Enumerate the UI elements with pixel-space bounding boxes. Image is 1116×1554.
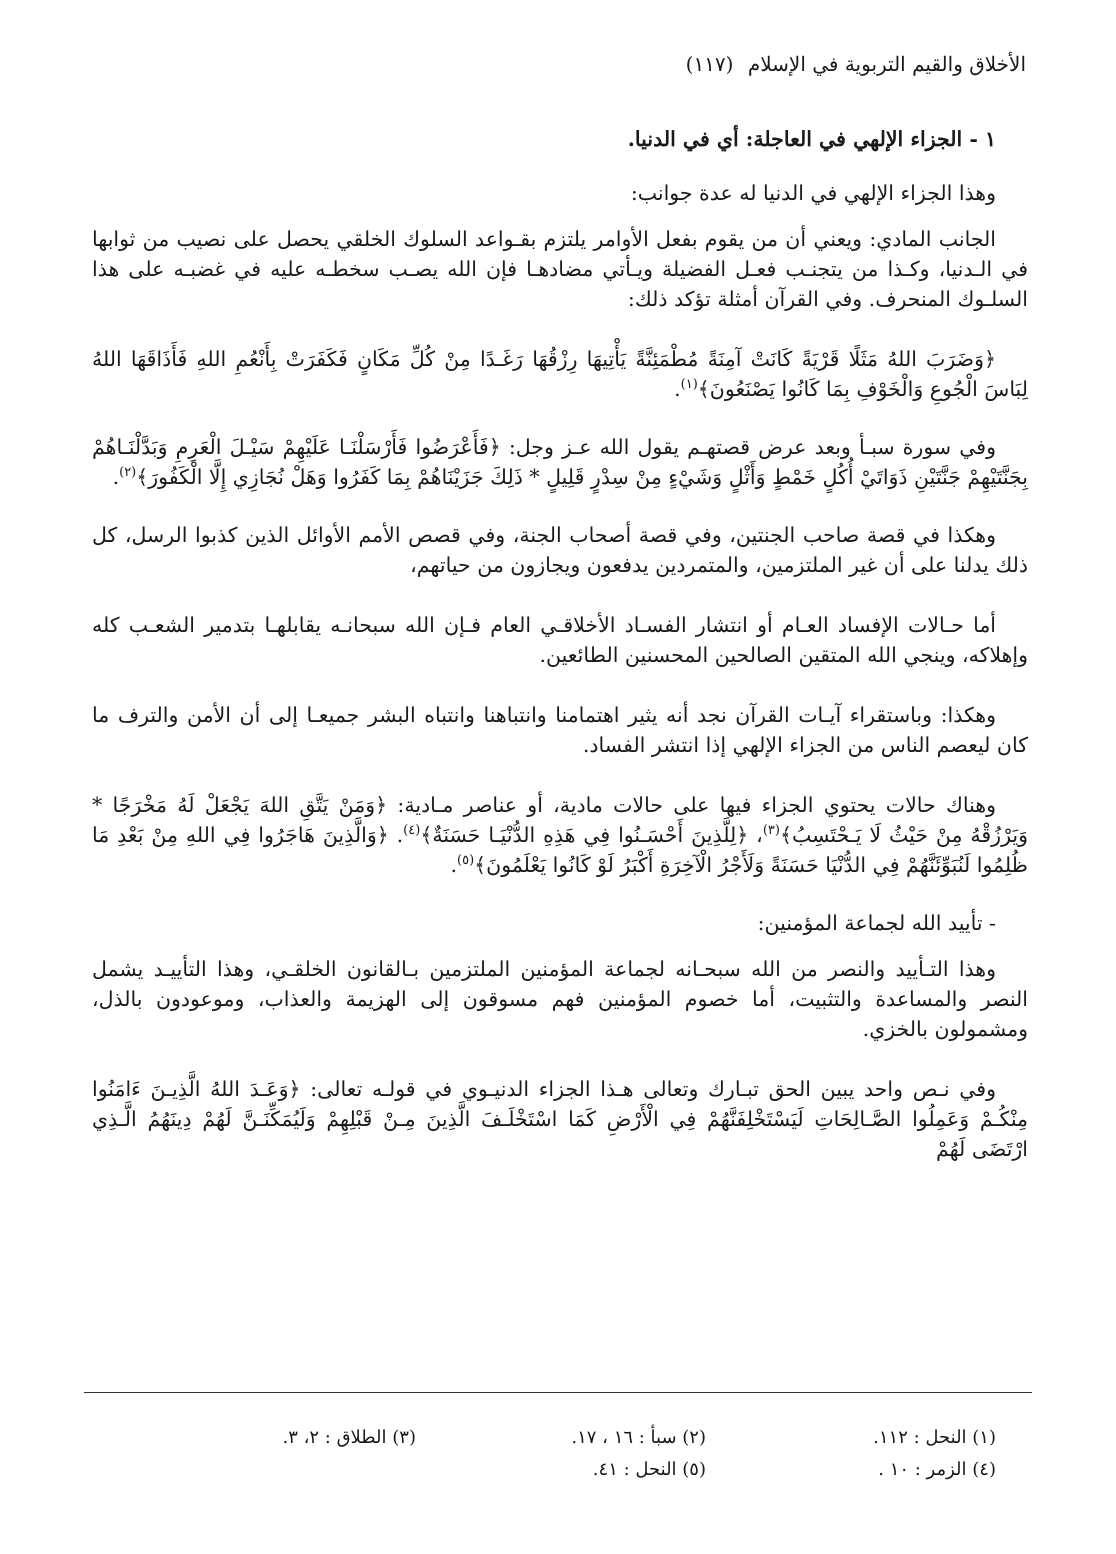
support-paragraph: وهذا التـأييد والنصر من الله سبحـانه لجماعة المؤمنين الملتزمين بـالقانون الخلقـي، وهذا التأييـد يشمل النصر والمساعدة والتثبيت، أما خصوم المؤمنين فهم مسوقون إلى الهزيمة والعذاب، وموعودون بالذل، ومشمولون بالخزي.	[92, 957, 1028, 1041]
quran-verse: ﴿وَعَـدَ اللهُ الَّذِيـنَ ءَامَنُوا مِنْكُـمْ وَعَمِلُوا الصَّـالِحَاتِ لَيَسْتَخْلِفَنَّهُمْ فِي الْأَرْضِ كَمَا اسْتَخْلَـفَ الَّذِينَ مِـنْ قَبْلِهِمْ وَلَيُمَكِّنَـنَّ لَهُمْ دِينَهُمُ الَّـذِي ارْتَضَى لَهُمْ	[92, 1077, 1028, 1161]
stories-paragraph: وهكذا في قصة صاحب الجنتين، وفي قصة أصحاب الجنة، وفي قصص الأمم الأوائل الذين كذبوا الرسل، كل ذلك يدلنا على أن غير الملتزمين، والمتمردين يدفعون ويجازون من حياتهم،	[92, 523, 1028, 577]
page-number: (١١٧)	[685, 52, 734, 76]
footnote-ref: (٢)	[119, 465, 137, 481]
footnote-1: (١) النحل : ١١٢.	[873, 1427, 996, 1448]
material-lead-text: وهناك حالات يحتوي الجزاء فيها على حالات مادية، أو عناصر مـادية:	[387, 793, 996, 817]
footnote-ref: (٤)	[403, 823, 421, 839]
material-aspect-paragraph: الجانب المادي: ويعني أن من يقوم بفعل الأوامر يلتزم بقـواعد السلوك الخلقي يحصل على نصيب من ثوابها في الـدنيا، وكـذا من يتجنـب فعـل الفضيلة ويـأتي مضادهـا فإن الله يصـب سخطـه عليه في غضبـه على هذا السلـوك المنحرف. وفي القرآن أمثلة تؤكد ذلك:	[92, 227, 1028, 311]
quran-verse: ﴿فَأَعْرَضُوا فَأَرْسَلْنَـا عَلَيْهِمْ سَيْـلَ الْعَرِمِ وَبَدَّلْنَـاهُمْ بِجَنَّتَيْهِمْ جَنَّتَيْنِ ذَوَاتَيْ أُكُلٍ خَمْطٍ وَأَثْلٍ وَشَيْءٍ مِنْ سِدْرٍ قَلِيلٍ * ذَلِكَ جَزَيْنَاهُمْ بِمَا كَفَرُوا وَهَلْ نُجَازِي إِلَّا الْكَفُورَ﴾	[92, 435, 1028, 489]
final-paragraph	[92, 1074, 1028, 1164]
saba-paragraph: وفي سورة سبـأ وبعد عرض قصتهـم يقول الله عـز وجل: ﴿فَأَعْرَضُوا فَأَرْسَلْنَـا عَلَيْهِمْ سَيْـلَ الْعَرِمِ وَبَدَّلْنَـاهُمْ بِجَنَّتَيْهِمْ جَنَّتَيْنِ ذَوَاتَيْ أُكُلٍ خَمْطٍ وَأَثْلٍ وَشَيْءٍ مِنْ سِدْرٍ قَلِيلٍ * ذَلِكَ جَزَيْنَاهُمْ بِمَا كَفَرُوا وَهَلْ نُجَازِي إِلَّا الْكَفُورَ﴾$^{(٢)}$.	[92, 435, 1028, 489]
quran-verse: ﴿وَضَرَبَ اللهُ مَثَلًا قَرْيَةً كَانَتْ آمِنَةً مُطْمَئِنَّةً يَأْتِيهَا رِزْقُهَا رَغَـدًا مِنْ كُلِّ مَكَانٍ فَكَفَرَتْ بِأَنْعُمِ اللهِ فَأَذَاقَهَا اللهُ لِبَاسَ الْجُوعِ وَالْخَوْفِ بِمَا كَانُوا يَصْنَعُونَ﴾	[92, 347, 1028, 401]
material-elements-paragraph: وهناك حالات يحتوي الجزاء فيها على حالات مادية، أو عناصر مـادية: ﴿وَمَنْ يَتَّقِ اللهَ يَجْعَلْ لَهُ مَخْرَجًا * وَيَرْزُقْهُ مِنْ حَيْثُ لَا يَـحْتَسِبُ﴾$^{(٣)}$، ﴿لِلَّذِينَ أَحْسَـنُوا فِي هَذِهِ الدُّنْيَـا حَسَنَةٌ﴾$^{(٤)}$. ﴿وَالَّذِينَ هَاجَرُوا فِي اللهِ مِنْ بَعْدِ مَا ظُلِمُوا لَنُبَوِّئَنَّهُمْ فِي الدُّنْيَا حَسَنَةً وَلَأَجْرُ الْآخِرَةِ أَكْبَرُ لَوْ كَانُوا يَعْلَمُونَ﴾$^{(٥)}$.	[92, 793, 1028, 877]
running-header	[686, 50, 1026, 78]
corruption-paragraph: أما حـالات الإفساد العـام أو انتشار الفسـاد الأخلاقـي العام فـإن الله سبحانـه يقابلهـا بتدمير الشعـب كله وإهلاكه، وينجي الله المتقين الصالحين المحسنين الطائعين.	[92, 613, 1028, 667]
quran-verse: ﴿وَالَّذِينَ هَاجَرُوا فِي اللهِ مِنْ بَعْدِ مَا ظُلِمُوا لَنُبَوِّئَنَّهُمْ فِي الدُّنْيَا حَسَنَةً وَلَأَجْرُ الْآخِرَةِ أَكْبَرُ لَوْ كَانُوا يَعْلَمُونَ﴾	[92, 823, 1028, 877]
verse-nahl-paragraph: ﴿وَضَرَبَ اللهُ مَثَلًا قَرْيَةً كَانَتْ آمِنَةً مُطْمَئِنَّةً يَأْتِيهَا رِزْقُهَا رَغَـدًا مِنْ كُلِّ مَكَانٍ فَكَفَرَتْ بِأَنْعُمِ اللهِ فَأَذَاقَهَا اللهُ لِبَاسَ الْجُوعِ وَالْخَوْفِ بِمَا كَانُوا يَصْنَعُونَ﴾$^{(١)}$.	[92, 347, 1028, 401]
support-subheading: - تأييد الله لجماعة المؤمنين:	[757, 911, 996, 935]
page-body	[92, 124, 1028, 1192]
footnote-2: (٢) سبأ : ١٦ ، ١٧.	[571, 1427, 706, 1448]
final-lead-text: وفي نـص واحد يبين الحق تبـارك وتعالى هـذا الجزاء الدنيـوي في قولـه تعالى:	[300, 1077, 997, 1101]
section-heading: ١ - الجزاء الإلهي في العاجلة: أي في الدنيا.	[627, 127, 996, 151]
quran-verse: ﴿لِلَّذِينَ أَحْسَـنُوا فِي هَذِهِ الدُّنْيَـا حَسَنَةٌ﴾	[420, 823, 749, 847]
footnote-ref: (٣)	[762, 823, 780, 839]
footnote-ref: (١)	[680, 377, 698, 393]
footnote-4: (٤) الزمر : ١٠ .	[878, 1459, 996, 1480]
saba-lead-text: وفي سورة سبـأ وبعد عرض قصتهـم يقول الله عـز وجل:	[500, 435, 996, 459]
footnotes	[116, 1422, 996, 1486]
footnote-divider	[84, 1392, 1032, 1393]
footnote-5: (٥) النحل : ٤١.	[592, 1459, 706, 1480]
footnote-3: (٣) الطلاق : ٢، ٣.	[282, 1427, 416, 1448]
intro-paragraph: وهذا الجزاء الإلهي في الدنيا له عدة جوانب:	[630, 181, 996, 205]
footnote-row	[116, 1454, 996, 1486]
security-paragraph: وهكذا: وباستقراء آيـات القرآن نجد أنه يثير اهتمامنا وانتباهنا وانتباه البشر جميعـا إلى أن الأمن والترف ما كان ليعصم الناس من الجزاء الإلهي إذا انتشر الفساد.	[92, 703, 1028, 757]
quran-verse: ﴿وَمَنْ يَتَّقِ اللهَ يَجْعَلْ لَهُ مَخْرَجًا * وَيَرْزُقْهُ مِنْ حَيْثُ لَا يَـحْتَسِبُ﴾	[92, 793, 1028, 847]
footnote-ref: (٥)	[457, 853, 475, 869]
book-title: الأخلاق والقيم التربوية في الإسلام	[747, 52, 1026, 76]
footnote-row	[116, 1422, 996, 1454]
